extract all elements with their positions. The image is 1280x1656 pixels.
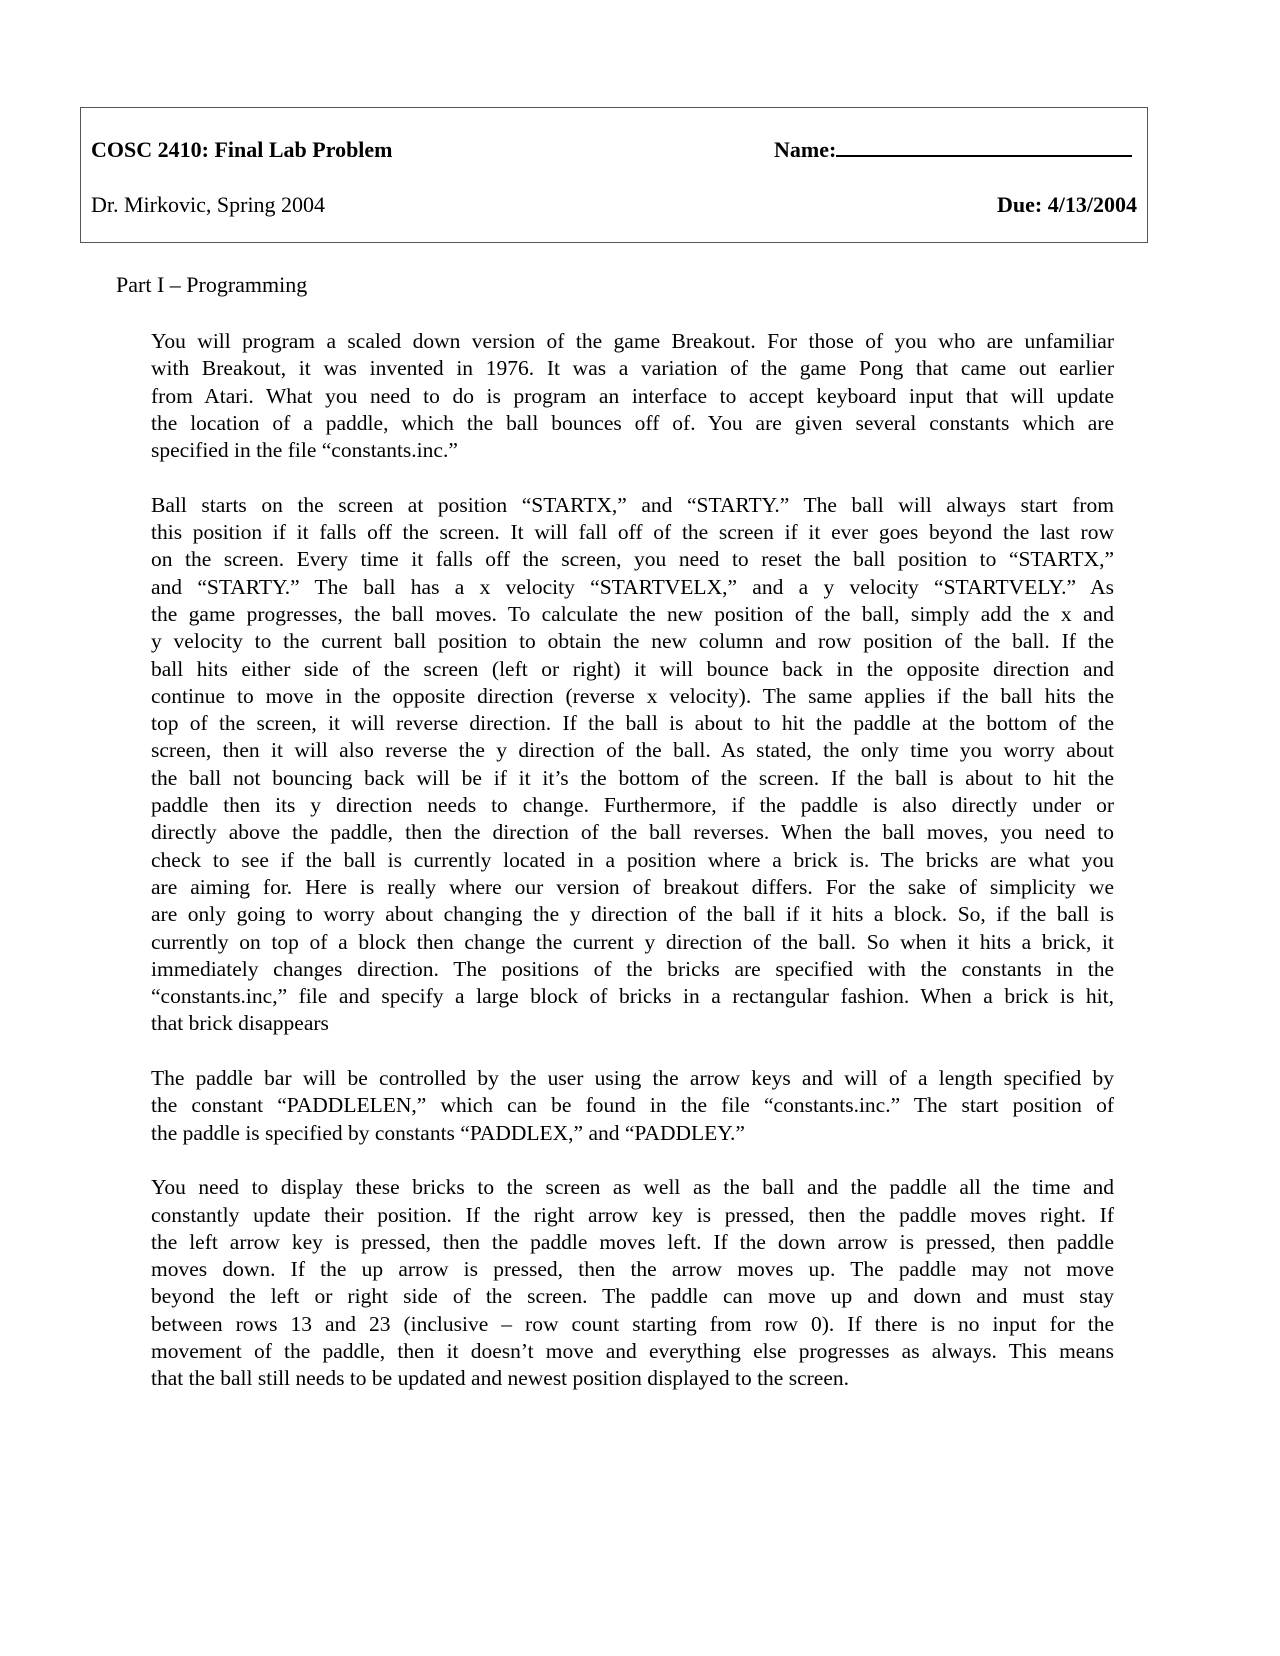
name-blank-line: [836, 137, 1132, 157]
text-line: the left arrow key is pressed, then the paddle moves left. If the down arrow is pressed, then paddle: [151, 1229, 1114, 1254]
paragraph: [151, 492, 1114, 1038]
text-line: the paddle is specified by constants “PADDLEX,” and “PADDLEY.”: [151, 1120, 745, 1145]
text-line: ball hits either side of the screen (left or right) it will bounce back in the opposite direction and: [151, 656, 1114, 681]
course-title: COSC 2410: Final Lab Problem: [91, 137, 393, 162]
text-line: y velocity to the current ball position to obtain the new column and row position of the ball. If the: [151, 629, 1114, 654]
text-line: beyond the left or right side of the screen. The paddle can move up and down and must stay: [151, 1284, 1114, 1309]
text-line: the constant “PADDLELEN,” which can be found in the file “constants.inc.” The start position of: [151, 1093, 1114, 1118]
text-line: specified in the file “constants.inc.”: [151, 438, 458, 463]
name-field: [774, 137, 1132, 163]
text-line: directly above the paddle, then the direction of the ball reverses. When the ball moves, you need to: [151, 820, 1114, 845]
text-line: between rows 13 and 23 (inclusive – row count starting from row 0). If there is no input for the: [151, 1311, 1114, 1336]
text-line: constantly update their position. If the right arrow key is pressed, then the paddle moves right. If: [151, 1202, 1114, 1227]
text-line: screen, then it will also reverse the y direction of the ball. As stated, the only time you worry about: [151, 738, 1114, 763]
text-line: this position if it falls off the screen. It will fall off of the screen if it ever goes beyond the last row: [151, 520, 1114, 545]
text-line: You need to display these bricks to the screen as well as the ball and the paddle all the time and: [151, 1175, 1114, 1200]
instructor-semester: Dr. Mirkovic, Spring 2004: [91, 192, 326, 217]
text-line: are only going to worry about changing the y direction of the ball if it hits a block. So, if the ball is: [151, 902, 1114, 927]
text-line: with Breakout, it was invented in 1976. It was a variation of the game Pong that came out earlier: [151, 356, 1114, 381]
text-line: that the ball still needs to be updated and newest position displayed to the screen.: [151, 1366, 849, 1391]
text-line: “constants.inc,” file and specify a large block of bricks in a rectangular fashion. When a brick is hit,: [151, 984, 1114, 1009]
text-line: check to see if the ball is currently located in a position where a brick is. The bricks are what you: [151, 847, 1114, 872]
text-line: You will program a scaled down version of the game Breakout. For those of you who are unfamiliar: [151, 329, 1114, 353]
text-line: and “STARTY.” The ball has a x velocity “STARTVELX,” and a y velocity “STARTVELY.” As: [151, 574, 1114, 599]
section-title: Part I – Programming: [116, 272, 308, 297]
text-line: moves down. If the up arrow is pressed, then the arrow moves up. The paddle may not move: [151, 1257, 1114, 1282]
due-date: Due: 4/13/2004: [997, 192, 1137, 217]
text-line: the location of a paddle, which the ball bounces off of. You are given several constants which are: [151, 410, 1114, 435]
paragraph: [151, 1065, 1114, 1147]
text-line: paddle then its y direction needs to change. Furthermore, if the paddle is also directly under or: [151, 793, 1114, 818]
paragraph: [151, 328, 1114, 464]
document-body: [151, 328, 1114, 1420]
paragraph: [151, 1174, 1114, 1392]
text-line: from Atari. What you need to do is program an interface to accept keyboard input that will update: [151, 383, 1114, 408]
text-line: Ball starts on the screen at position “STARTX,” and “STARTY.” The ball will always start from: [151, 492, 1114, 517]
text-line: currently on top of a block then change the current y direction of the ball. So when it hits a brick, it: [151, 929, 1114, 954]
text-line: immediately changes direction. The positions of the bricks are specified with the constants in the: [151, 956, 1114, 981]
text-line: movement of the paddle, then it doesn’t move and everything else progresses as always. This means: [151, 1338, 1114, 1363]
header-box: [80, 107, 1148, 243]
text-line: on the screen. Every time it falls off the screen, you need to reset the ball position to “STARTX,”: [151, 547, 1114, 572]
text-line: top of the screen, it will reverse direction. If the ball is about to hit the paddle at the bottom of the: [151, 711, 1114, 736]
text-line: the ball not bouncing back will be if it it’s the bottom of the screen. If the ball is about to hit the: [151, 765, 1114, 790]
name-label: Name:: [774, 137, 837, 162]
text-line: The paddle bar will be controlled by the user using the arrow keys and will of a length specified by: [151, 1066, 1114, 1091]
text-line: that brick disappears: [151, 1011, 329, 1036]
text-line: the game progresses, the ball moves. To calculate the new position of the ball, simply add the x and: [151, 601, 1114, 626]
text-line: continue to move in the opposite direction (reverse x velocity). The same applies if the ball hits the: [151, 683, 1114, 708]
text-line: are aiming for. Here is really where our version of breakout differs. For the sake of simplicity we: [151, 874, 1114, 899]
